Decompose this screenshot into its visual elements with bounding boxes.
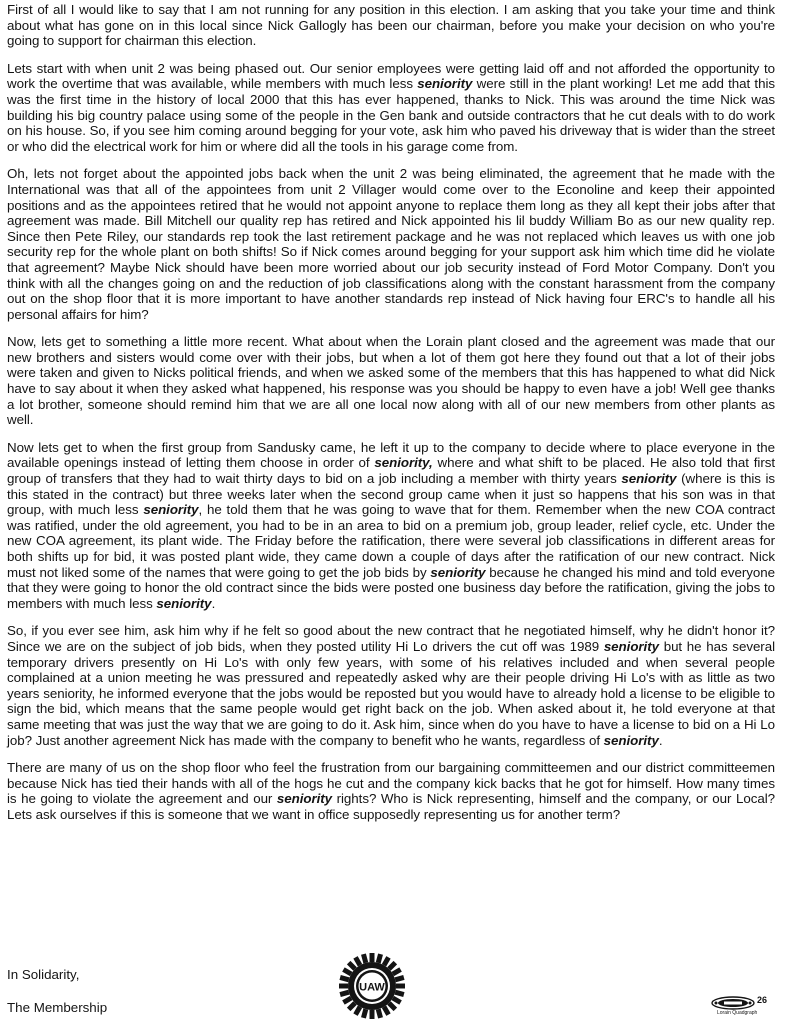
text-run: (where is this is this stated in the contract) but three weeks later when the second group came when it just so happens that his son was in that group, with much less bbox=[7, 471, 776, 518]
emphasized-word: seniority bbox=[156, 595, 212, 611]
text-run: . bbox=[211, 595, 216, 611]
uaw-seal-icon bbox=[334, 948, 410, 1024]
text-run: rights? Who is Nick representing, himself and the company, or our Local? Lets ask ourselves if this is someone that we want in office supposedly representing us for another term? bbox=[7, 791, 775, 822]
emphasized-word: seniority bbox=[603, 638, 659, 654]
emphasized-word: seniority bbox=[417, 76, 473, 92]
text-run: Now, lets get to something a little more recent. What about when the Lorain plant closed and the agreement was made that our new brothers and sisters would come over with their jobs, but when a lot of them got here they found out that a lot of their jobs were taken and given to Nicks political friends, and when we asked some of the members that this has happened to what did Nick have to say about it when they asked what happened, his response was you should be happy to even have a job! Well gee thanks a lot brother, someone should remind him that we are all one local now along with all of our new members from other plants as well. bbox=[7, 334, 775, 428]
paragraph bbox=[7, 440, 775, 612]
text-run: So, if you ever see him, ask him why if he felt so good about the new contract that he negotiated himself, why he didn't honor it? Since we are on the subject of job bids, when they posted utility Hi Lo drivers the cut off was 1989 bbox=[7, 623, 775, 654]
emphasized-word: seniority bbox=[430, 564, 486, 580]
union-bug-icon bbox=[711, 996, 755, 1010]
seal-label: UAW bbox=[359, 981, 385, 994]
text-run: because he changed his mind and told everyone that they were going to honor the old contract since the bids were posted one business day before the ratification, giving the jobs to members with much less bbox=[7, 564, 775, 611]
text-run: Oh, lets not forget about the appointed jobs back when the unit 2 was being eliminated, the agreement that he made with the International was that all of the appointees from unit 2 Villager would come over to the Econoline and keep their appointed positions and as the appointees retired that he would not appoint anyone to replace them long as they all kept their jobs after that agreement was made. Bill Mitchell our quality rep has retired and Nick appointed his lil buddy William Bo as our new quality rep. Since then Pete Riley, our standards rep took the last retirement package and he was not replaced which leaves us with one job security rep for the whole plant on both shifts! So if Nick comes around begging for your support ask him which time did he violate that agreement? Maybe Nick should have been more worried about our job security instead of Ford Motor Company. Don't you think with all the changes going on and the reduction of job classifications along with the constant harassment from the company out on the shop floor that it is more important to have another standards rep instead of Nick having four ERC's to handle all his personal affairs for him? bbox=[7, 166, 775, 322]
text-run: Now lets get to when the first group from Sandusky came, he left it up to the company to decide where to place everyone in the available openings instead of letting them choose in order of bbox=[7, 439, 775, 471]
paragraph bbox=[7, 166, 775, 322]
letter-body bbox=[7, 2, 775, 823]
text-run: There are many of us on the shop floor who feel the frustration from our bargaining committeemen and our district committeemen because Nick has tied their hands with all of the hogs he cut and the company kick backs that he got for himself. How many times is he going to violate the agreement and our bbox=[7, 760, 775, 807]
text-run: but he has several temporary drivers presently on Hi Lo's with only few years, with some of his relatives included and when several people complained at a union meeting he was pressured and repeatedly asked why are their people driving Hi Lo's with as little as two years seniority, he informed everyone that the jobs would be reposted but you would have to already hold a license to be eligible to sign the bid, which means that the same people would get right back on the job. When asked about it, he told everyone at that same meeting that was just the way that we are going to do it. Ask him, since when do you have to have a license to bid on a Hi Lo job? Just another agreement Nick has made with the company to benefit who he wants, regardless of bbox=[7, 638, 775, 748]
text-run: Lets start with when unit 2 was being phased out. Our senior employees were getting laid off and not afforded the opportunity to work the overtime that was available, while members with much less bbox=[7, 60, 775, 92]
emphasized-word: seniority bbox=[276, 791, 333, 807]
union-bug bbox=[707, 994, 777, 1018]
text-run: , he told them that he was going to wave that for them. Remember when the new COA contract was ratified, under the old agreement, you had to be in an area to bid on a premium job, group leader, relief cycle, etc. Under the new COA agreement, its plant wide. The Friday before the ratification, there were several job classifications in different areas for both shifts up for bid, it was posted plant wide, they came down a couple of days after the ratification of our new contract. Nick must not liked some of the names that were going to get the job bids by bbox=[7, 502, 775, 580]
text-run: where and what shift to be placed. He also told that first group of transfers that they had to wait thirty days to bid on a job including a member with thirty years bbox=[7, 455, 776, 487]
emphasized-word: seniority, bbox=[374, 455, 433, 471]
emphasized-word: seniority bbox=[621, 471, 677, 487]
paragraph bbox=[7, 760, 775, 822]
paragraph bbox=[7, 2, 775, 49]
paragraph bbox=[7, 623, 775, 748]
union-bug-caption: Lorain Quadgraph bbox=[717, 1010, 758, 1016]
emphasized-word: seniority bbox=[603, 732, 659, 748]
text-run: First of all I would like to say that I am not running for any position in this election. I am asking that you take your time and think about what has gone on in this local since Nick Gallogly has been our chairman, before you make your decision on who you're going to support for chairman this election. bbox=[7, 2, 775, 49]
text-run: were still in the plant working! Let me add that this was the first time in the history of local 2000 that this has ever happened, thanks to Nick. This was around the time Nick was building his big country palace using some of the people in the Gen bank and outside contractors that he cut deals with to do work on his house. So, if you see him coming around begging for your vote, ask him who paved his driveway that is wider than the street or who did the electrical work for him or where did all the tools in his garage come from. bbox=[7, 76, 775, 154]
paragraph bbox=[7, 334, 775, 428]
text-run: . bbox=[658, 732, 663, 748]
union-bug-number: 26 bbox=[757, 995, 768, 1005]
paragraph bbox=[7, 61, 775, 155]
signature: The Membership bbox=[7, 1000, 108, 1015]
emphasized-word: seniority bbox=[143, 502, 199, 518]
closing-salutation: In Solidarity, bbox=[7, 967, 80, 982]
